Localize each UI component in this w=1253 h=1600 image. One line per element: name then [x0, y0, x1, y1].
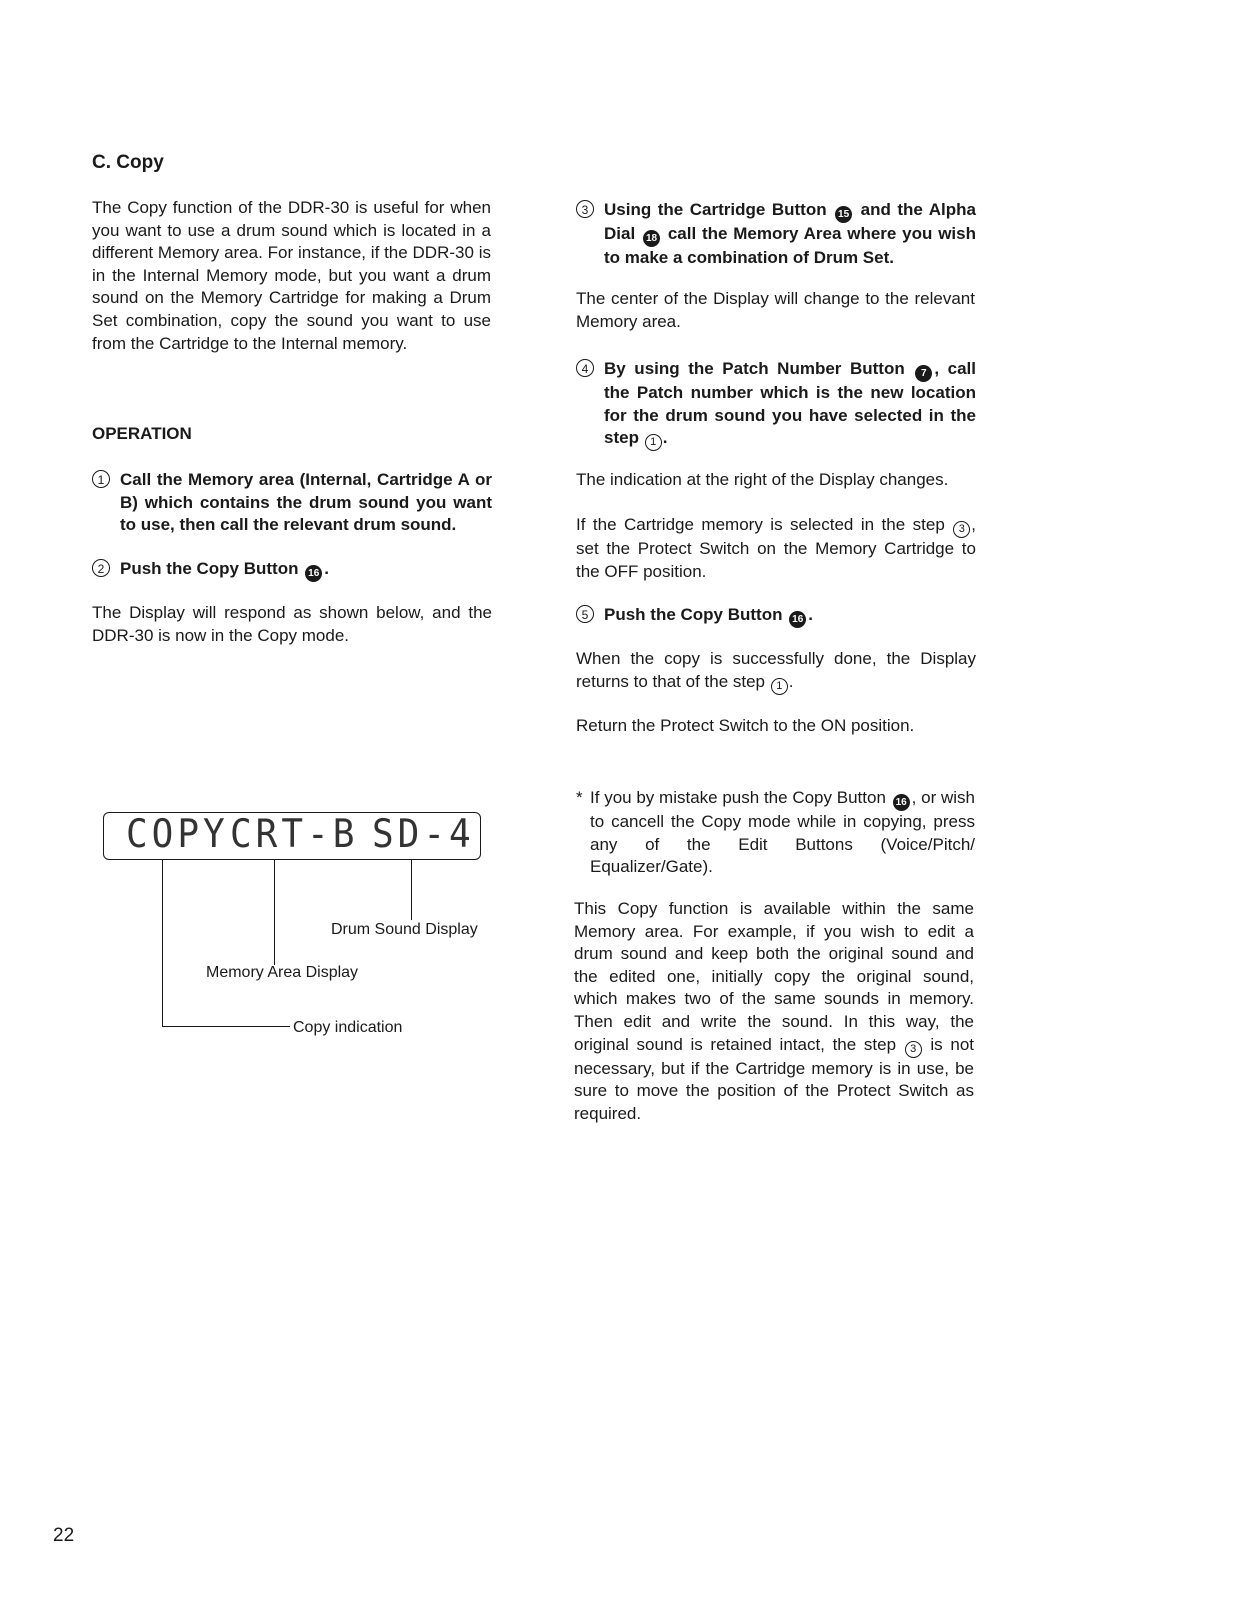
return-protect-text: Return the Protect Switch to the ON position. [576, 716, 915, 735]
lcd-drum-sound-segment: SD-4 [372, 811, 475, 857]
step-1-ref-icon: 1 [645, 434, 662, 451]
step-3-text: Using the Cartridge Button 15 and the Alpha Dial 18 call the Memory Area where you wish to make a combination of Drum Set. [604, 200, 976, 267]
section-title: C. Copy [92, 152, 164, 173]
display-respond-text: The Display will respond as shown below, and the DDR-30 is now in the Copy mode. [92, 603, 492, 645]
patch-number-button-ref-icon: 7 [915, 365, 932, 382]
copy-indication-leader-vertical [162, 860, 163, 1027]
memory-area-display-label: Memory Area Display [206, 964, 359, 981]
step-3-ref-icon: 3 [905, 1041, 922, 1058]
step-4 [576, 358, 976, 451]
step-2-number: 2 [92, 559, 110, 577]
copy-indication-leader-horizontal [162, 1026, 290, 1027]
intro-paragraph: The Copy function of the DDR-30 is useful for when you want to use a drum sound which is located in a different Memory area. For instance, if the DDR-30 is in the Internal Memory mode, but you want a drum sound on the Memory Cartridge for making a Drum Set combination, copy the sound you want to use from the Cartridge to the Internal memory. [92, 198, 491, 353]
step-1 [92, 469, 492, 537]
cartridge-button-ref-icon: 15 [835, 206, 852, 223]
step-4-text: By using the Patch Number Button 7 , call the Patch number which is the new location for the drum sound you have selected in the step 1 . [604, 358, 976, 451]
step-1-number: 1 [92, 470, 110, 488]
cartridge-note-text: If the Cartridge memory is selected in the step 3 , set the Protect Switch on the Memory Cartridge to the OFF position. [576, 515, 976, 581]
note-asterisk: * [576, 788, 583, 807]
lcd-display [103, 812, 481, 860]
step-2 [92, 558, 492, 582]
step-2-text: Push the Copy Button 16 . [120, 558, 492, 582]
copy-button-ref-icon: 16 [789, 611, 806, 628]
same-area-paragraph: This Copy function is available within the same Memory area. For example, if you wish to edit a drum sound and keep both the original sound and the edited one, initially copy the original sound, which makes two of the same sounds in memory. Then edit and write the sound. In this way, the original sound is retained intact, the step 3 is not necessary, but if the Cartridge memory is in use, be sure to move the position of the Protect Switch as required. [574, 899, 974, 1123]
step-5-text: Push the Copy Button 16 . [604, 604, 976, 628]
step-4-number: 4 [576, 359, 594, 377]
page-number: 22 [53, 1525, 75, 1546]
step-3-ref-icon: 3 [953, 521, 970, 538]
memory-area-leader [274, 860, 275, 965]
copy-button-ref-icon: 16 [893, 794, 910, 811]
step-5-number: 5 [576, 605, 594, 623]
lcd-memory-area-segment: CRT-B [230, 811, 359, 857]
step-1-ref-icon: 1 [771, 678, 788, 695]
lcd-copy-segment: COPY [126, 811, 229, 857]
step-3 [576, 199, 976, 270]
mistake-note [576, 787, 975, 879]
step-5 [576, 604, 976, 628]
center-change-text: The center of the Display will change to the relevant Memory area. [576, 289, 975, 331]
copy-indication-label: Copy indication [293, 1019, 403, 1036]
drum-sound-display-label: Drum Sound Display [331, 921, 478, 938]
step-3-number: 3 [576, 200, 594, 218]
step-1-text: Call the Memory area (Internal, Cartridge A or B) which contains the drum sound you want to use, then call the relevant drum sound. [120, 470, 492, 535]
indication-change-text: The indication at the right of the Display changes. [576, 470, 949, 489]
alpha-dial-ref-icon: 18 [643, 230, 660, 247]
copy-button-ref-icon: 16 [305, 565, 322, 582]
drum-sound-leader [411, 860, 412, 920]
operation-title: OPERATION [92, 424, 192, 443]
mistake-note-text: If you by mistake push the Copy Button 16 , or wish to cancell the Copy mode while in copying, press any of the Edit Buttons (Voice/Pitch/ Equalizer/Gate). [590, 788, 975, 877]
success-text: When the copy is successfully done, the Display returns to that of the step 1 . [576, 648, 976, 695]
